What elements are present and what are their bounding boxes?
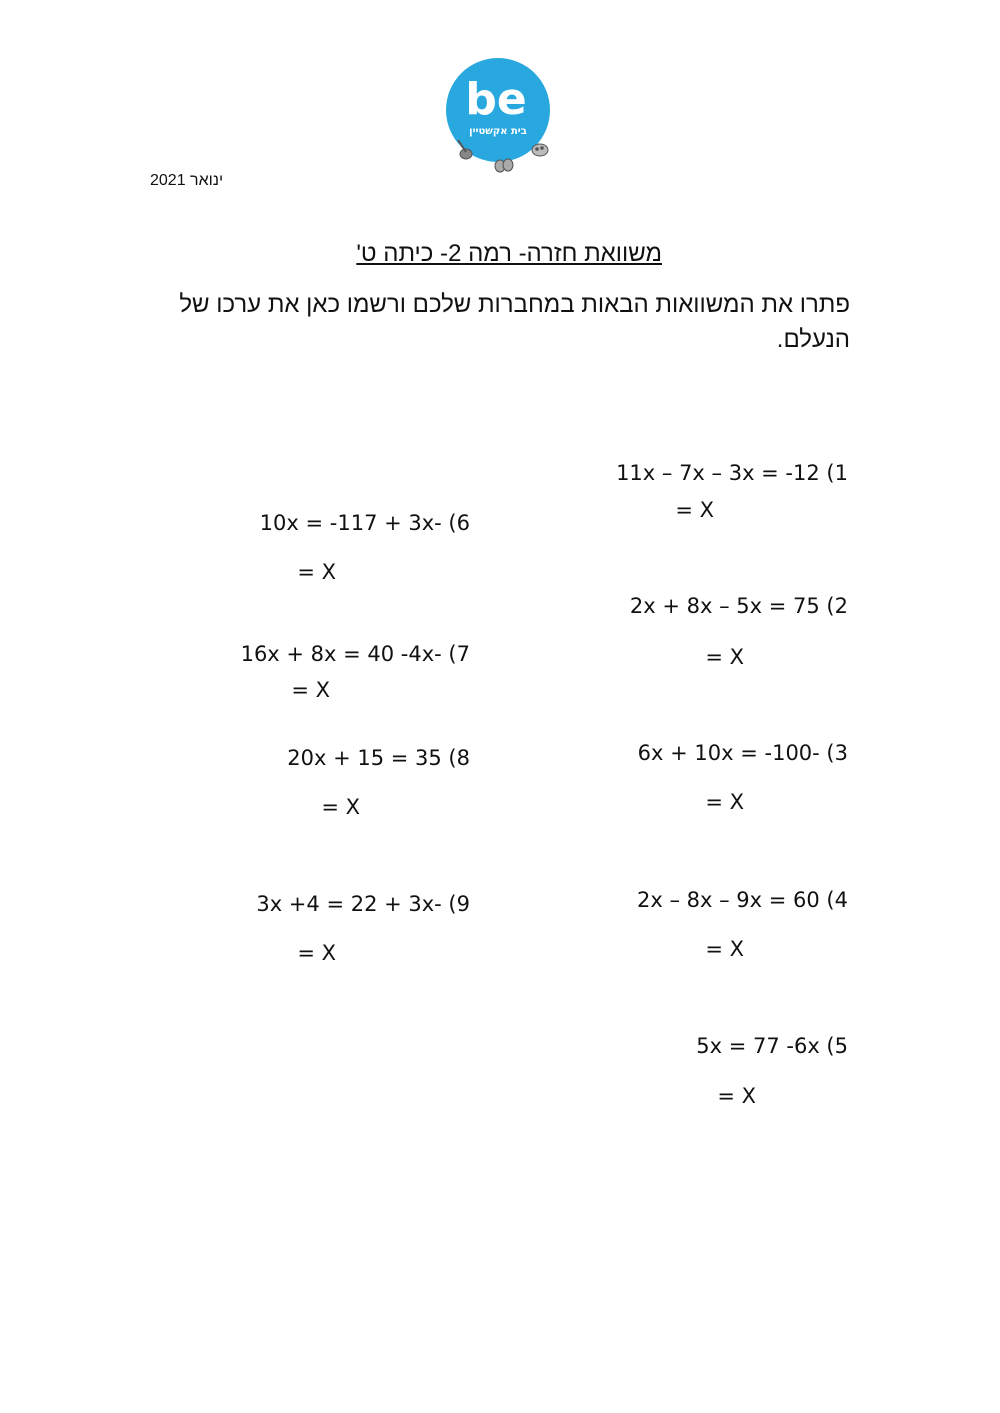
theater-masks-icon (495, 159, 513, 172)
equation-3: 3) -6x + 10x = -100 (637, 741, 848, 765)
instructions-text: פתרו את המשוואות הבאות במחברות שלכם ורשמו כאן את ערכו של הנעלם. (179, 291, 850, 353)
school-logo (436, 52, 561, 177)
answer-label-7: X = (291, 678, 330, 702)
answer-label-5: X = (717, 1084, 756, 1108)
logo-name: בית אקשטיין (469, 126, 527, 137)
answer-label-1: X = (675, 498, 714, 522)
answer-label-6: X = (297, 560, 336, 584)
answer-label-2: X = (705, 645, 744, 669)
equation-7: 7) -16x + 8x = 40 -4x (240, 642, 470, 666)
answer-label-9: X = (297, 941, 336, 965)
equation-4: 4) 2x – 8x – 9x = 60 (637, 888, 848, 912)
logo-letters: be (465, 74, 527, 125)
answer-label-3: X = (705, 790, 744, 814)
equation-2: 2) 2x + 8x – 5x = 75 (629, 594, 848, 618)
equation-1: 1) 11x – 7x – 3x = -12 (616, 461, 848, 485)
equation-6: 6) -10x = -117 + 3x (259, 511, 470, 535)
equation-8: 8) 20x + 15 = 35 (287, 746, 470, 770)
equation-5: 5) 5x = 77 -6x (696, 1034, 848, 1058)
equation-9: 9) -3x +4 = 22 + 3x (256, 892, 470, 916)
answer-label-4: X = (705, 937, 744, 961)
page-title: משוואת חזרה- רמה 2- כיתה ט' (356, 240, 662, 267)
document-date: ינואר 2021 (150, 172, 224, 189)
palette-icon (532, 144, 548, 156)
answer-label-8: X = (321, 795, 360, 819)
